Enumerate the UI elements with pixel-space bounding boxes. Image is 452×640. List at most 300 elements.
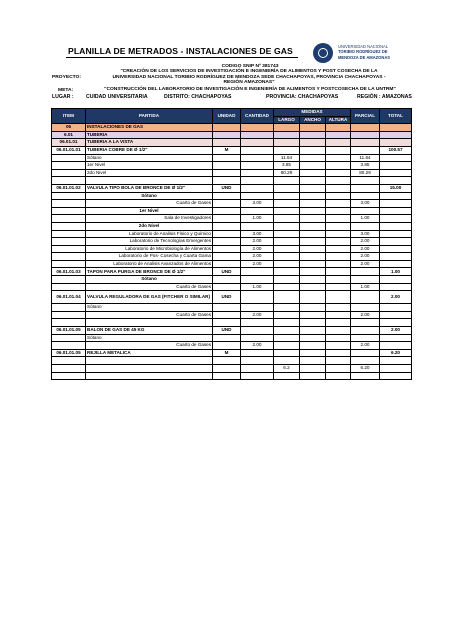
cell-altura: [326, 162, 351, 170]
cell-partida: Sótano: [86, 334, 213, 342]
cell-cantidad: 2.00: [241, 245, 274, 253]
cell-item: 06: [52, 124, 86, 132]
table-row: [52, 162, 412, 170]
cell-largo: 11.64: [274, 154, 300, 162]
cell-unidad: [213, 162, 241, 170]
cell-largo: [274, 230, 300, 238]
cell-item: [52, 283, 86, 291]
cell-unidad: M: [213, 146, 241, 154]
cell-parcial: 3.00: [351, 230, 380, 238]
cell-cantidad: [241, 184, 274, 192]
cell-unidad: M: [213, 349, 241, 357]
cell-item: 06.01.01.01: [52, 146, 86, 154]
cell-item: [52, 276, 86, 284]
table-row: [52, 200, 412, 208]
cell-total: 100.57: [380, 146, 412, 154]
cell-partida: 2do Nivel: [86, 169, 213, 177]
cell-unidad: [213, 207, 241, 215]
cell-largo: [274, 200, 300, 208]
cell-unidad: [213, 260, 241, 268]
cell-ancho: [300, 230, 326, 238]
cell-partida: Sótano: [86, 276, 213, 284]
cell-partida: Laboratorio de Microbiología de Alimentos: [86, 245, 213, 253]
table-row: [52, 169, 412, 177]
cell-ancho: [300, 365, 326, 373]
table-row: [52, 184, 412, 192]
cell-partida: 1er Nivel: [86, 162, 213, 170]
cell-ancho: [300, 372, 326, 380]
cell-partida: TUBERIA: [86, 131, 213, 139]
cell-cantidad: [241, 365, 274, 373]
col-parcial: PARCIAL: [351, 109, 380, 124]
table-row: [52, 215, 412, 223]
cell-ancho: [300, 238, 326, 246]
cell-item: [52, 334, 86, 342]
cell-largo: [274, 342, 300, 350]
cell-unidad: [213, 177, 241, 185]
cell-partida: BALON DE GAS DE 45 KG: [86, 327, 213, 335]
cell-parcial: 3.85: [351, 162, 380, 170]
cell-partida: TAPON PARA PURGA DE BRONCE DE Ø 1/2": [86, 268, 213, 276]
logo-line-2: TORIBIO RODRÍGUEZ DE: [338, 49, 388, 55]
cell-altura: [326, 207, 351, 215]
cell-cantidad: [241, 124, 274, 132]
col-total: TOTAL: [380, 109, 412, 124]
cell-parcial: [351, 372, 380, 380]
logo-text: [338, 44, 390, 60]
cell-cantidad: [241, 131, 274, 139]
cell-ancho: [300, 200, 326, 208]
cell-cantidad: [241, 177, 274, 185]
cell-item: [52, 253, 86, 261]
cell-cantidad: [241, 169, 274, 177]
cell-unidad: [213, 304, 241, 312]
cell-ancho: [300, 268, 326, 276]
cell-cantidad: [241, 349, 274, 357]
cell-altura: [326, 319, 351, 327]
cell-largo: 80.29: [274, 169, 300, 177]
cell-altura: [326, 357, 351, 365]
distrito-value: DISTRITO: CHACHAPOYAS: [164, 94, 232, 100]
cell-cantidad: [241, 357, 274, 365]
cell-parcial: 2.00: [351, 342, 380, 350]
cell-cantidad: 2.00: [241, 238, 274, 246]
cell-ancho: [300, 162, 326, 170]
cell-cantidad: [241, 268, 274, 276]
cell-item: [52, 311, 86, 319]
cell-largo: [274, 222, 300, 230]
cell-largo: [274, 311, 300, 319]
university-logo: [313, 43, 423, 63]
cell-total: 15.00: [380, 184, 412, 192]
cell-parcial: [351, 334, 380, 342]
table-row: [52, 365, 412, 373]
cell-total: 2.00: [380, 291, 412, 304]
cell-ancho: [300, 154, 326, 162]
cell-item: [52, 222, 86, 230]
cell-partida: Sótano: [86, 154, 213, 162]
cell-parcial: [351, 304, 380, 312]
cell-altura: [326, 139, 351, 147]
cell-largo: 6.2: [274, 365, 300, 373]
cell-item: 06.01.01.05: [52, 349, 86, 357]
cell-partida: Sótano: [86, 304, 213, 312]
cell-altura: [326, 154, 351, 162]
cell-unidad: [213, 334, 241, 342]
cell-largo: [274, 268, 300, 276]
cell-unidad: [213, 283, 241, 291]
cell-parcial: 2.00: [351, 238, 380, 246]
cell-cantidad: [241, 207, 274, 215]
cell-ancho: [300, 291, 326, 304]
cell-unidad: [213, 131, 241, 139]
logo-line-3: MENDOZA DE AMAZONAS: [338, 54, 391, 60]
cell-altura: [326, 283, 351, 291]
cell-cantidad: 3.00: [241, 200, 274, 208]
cell-largo: [274, 372, 300, 380]
cell-ancho: [300, 207, 326, 215]
table-row: [52, 357, 412, 365]
cell-largo: [274, 304, 300, 312]
cell-unidad: [213, 200, 241, 208]
table-row: [52, 327, 412, 335]
cell-cantidad: [241, 327, 274, 335]
cell-altura: [326, 342, 351, 350]
cell-largo: [274, 327, 300, 335]
cell-parcial: [351, 276, 380, 284]
cell-partida: TUBERIA A LA VISTA: [86, 139, 213, 147]
cell-partida: Sótano: [86, 192, 213, 200]
cell-item: 06.01.01.04: [52, 291, 86, 304]
cell-unidad: [213, 342, 241, 350]
cell-cantidad: [241, 304, 274, 312]
cell-item: 06.01.01.02: [52, 184, 86, 192]
cell-largo: [274, 177, 300, 185]
cell-unidad: [213, 319, 241, 327]
lugar-value: CUIDAD UNIVERSITARIA: [86, 94, 148, 100]
cell-altura: [326, 200, 351, 208]
cell-unidad: [213, 357, 241, 365]
title-underline: [66, 57, 298, 58]
cell-parcial: [351, 327, 380, 335]
cell-altura: [326, 268, 351, 276]
cell-total: [380, 177, 412, 185]
table-row: [52, 139, 412, 147]
cell-ancho: [300, 260, 326, 268]
cell-cantidad: [241, 334, 274, 342]
cell-altura: [326, 215, 351, 223]
cell-total: [380, 334, 412, 342]
cell-item: 06.01.01.05: [52, 327, 86, 335]
cell-partida: 2do Nivel: [86, 222, 213, 230]
cell-cantidad: 2.00: [241, 260, 274, 268]
cell-parcial: [351, 319, 380, 327]
cell-total: 2.00: [380, 327, 412, 335]
cell-total: [380, 162, 412, 170]
cell-cantidad: [241, 139, 274, 147]
cell-ancho: [300, 177, 326, 185]
cell-ancho: [300, 245, 326, 253]
cell-item: [52, 169, 86, 177]
cell-altura: [326, 311, 351, 319]
col-medidas: MEDIDAS: [274, 109, 351, 117]
cell-altura: [326, 291, 351, 304]
table-row: [52, 260, 412, 268]
cell-item: [52, 342, 86, 350]
cell-altura: [326, 169, 351, 177]
cell-largo: [274, 245, 300, 253]
cell-unidad: [213, 154, 241, 162]
cell-parcial: 6.20: [351, 365, 380, 373]
cell-parcial: 2.00: [351, 260, 380, 268]
cell-ancho: [300, 276, 326, 284]
cell-cantidad: 2.00: [241, 253, 274, 261]
cell-item: 06.01.01: [52, 139, 86, 147]
cell-total: [380, 253, 412, 261]
cell-total: [380, 139, 412, 147]
col-item: ITEM: [52, 109, 86, 124]
cell-ancho: [300, 349, 326, 357]
cell-item: [52, 200, 86, 208]
table-row: [52, 372, 412, 380]
cell-parcial: [351, 177, 380, 185]
cell-total: [380, 192, 412, 200]
cell-total: [380, 154, 412, 162]
cell-partida: 1er Nivel: [86, 207, 213, 215]
meta-text: "CONSTRUCCIÓN DEL LABORATORIO DE INVESTIGACIÓN E INGENIERÍA DE ALIMENTOS Y POSTCOSECHA DE LA UNTRM": [104, 87, 396, 92]
cell-total: [380, 131, 412, 139]
cell-largo: [274, 207, 300, 215]
cell-largo: [274, 283, 300, 291]
cell-parcial: [351, 291, 380, 304]
table-row: [52, 177, 412, 185]
cell-unidad: [213, 365, 241, 373]
cell-partida: Laboratorio de Analisis Avanzados de Alimentos: [86, 260, 213, 268]
cell-parcial: 2.00: [351, 245, 380, 253]
cell-partida: Laboratorio de Analisis Físico y Químico: [86, 230, 213, 238]
cell-parcial: 2.00: [351, 311, 380, 319]
cell-altura: [326, 260, 351, 268]
cell-partida: REJILLA METALICA: [86, 349, 213, 357]
cell-partida: VALVULA REGULADORA DE GAS (FITCHER O SIMILAR): [86, 291, 213, 304]
cell-cantidad: [241, 276, 274, 284]
cell-largo: [274, 124, 300, 132]
cell-parcial: 2.00: [351, 253, 380, 261]
metrados-table: [51, 108, 412, 380]
cell-unidad: [213, 372, 241, 380]
col-ancho: ANCHO: [300, 116, 326, 124]
table-row: [52, 311, 412, 319]
cell-parcial: [351, 139, 380, 147]
table-row: [52, 334, 412, 342]
cell-total: [380, 283, 412, 291]
cell-total: 6.20: [380, 349, 412, 357]
table-row: [52, 131, 412, 139]
table-row: [52, 268, 412, 276]
cell-largo: [274, 192, 300, 200]
cell-item: [52, 319, 86, 327]
cell-altura: [326, 276, 351, 284]
cell-item: [52, 177, 86, 185]
cell-largo: [274, 146, 300, 154]
cell-largo: [274, 215, 300, 223]
proyecto-text: [84, 69, 414, 86]
cell-altura: [326, 238, 351, 246]
cell-unidad: UND: [213, 291, 241, 304]
cell-cantidad: [241, 154, 274, 162]
cell-partida: Sala de Investigadores: [86, 215, 213, 223]
proyecto-line-2: UNIVERSIDAD NACIONAL TORIBIO RODRÍGUEZ DE MENDOZA SEDE CHACHAPOYAS, PROVINCIA CHACHAPOYAS -: [112, 74, 386, 80]
cell-ancho: [300, 131, 326, 139]
cell-cantidad: [241, 319, 274, 327]
col-partida: PARTIDA: [86, 109, 213, 124]
cell-partida: Cuarto de Gases: [86, 311, 213, 319]
cell-ancho: [300, 283, 326, 291]
cell-altura: [326, 222, 351, 230]
cell-parcial: 1.00: [351, 283, 380, 291]
cell-parcial: [351, 146, 380, 154]
cell-partida: [86, 372, 213, 380]
cell-total: [380, 222, 412, 230]
cell-total: [380, 200, 412, 208]
cell-cantidad: [241, 192, 274, 200]
cell-item: [52, 238, 86, 246]
cell-unidad: [213, 230, 241, 238]
table-row: [52, 238, 412, 246]
cell-parcial: [351, 184, 380, 192]
table-row: [52, 342, 412, 350]
table-row: [52, 245, 412, 253]
cell-altura: [326, 146, 351, 154]
proyecto-label: PROYECTO:: [52, 75, 81, 80]
cell-total: [380, 245, 412, 253]
col-altura: ALTURA: [326, 116, 351, 124]
cell-largo: [274, 276, 300, 284]
cell-partida: [86, 319, 213, 327]
cell-ancho: [300, 192, 326, 200]
cell-ancho: [300, 146, 326, 154]
cell-item: 06.01.01.03: [52, 268, 86, 276]
cell-partida: VALVULA TIPO BOLA DE BRONCE DE Ø 1/2": [86, 184, 213, 192]
cell-unidad: [213, 311, 241, 319]
cell-altura: [326, 304, 351, 312]
proyecto-line-1: "CREACIÓN DE LOS SERVICIOS DE INVESTIGACIÓN E INGENIERÍA DE ALIMENTOS Y POST COSECHA DE LA: [120, 69, 378, 74]
cell-largo: [274, 349, 300, 357]
cell-partida: Cuarto de Gases: [86, 283, 213, 291]
cell-largo: [274, 184, 300, 192]
table-row: [52, 283, 412, 291]
cell-altura: [326, 192, 351, 200]
cell-parcial: [351, 192, 380, 200]
cell-unidad: [213, 139, 241, 147]
page-title: PLANILLA DE METRADOS - INSTALACIONES DE GAS: [68, 46, 293, 56]
cell-unidad: [213, 238, 241, 246]
cell-altura: [326, 184, 351, 192]
table-row: [52, 319, 412, 327]
cell-parcial: [351, 357, 380, 365]
cell-cantidad: [241, 162, 274, 170]
table-row: [52, 146, 412, 154]
cell-largo: [274, 139, 300, 147]
meta-label: META:: [58, 88, 74, 93]
cell-total: [380, 372, 412, 380]
cell-total: [380, 304, 412, 312]
cell-altura: [326, 131, 351, 139]
cell-altura: [326, 349, 351, 357]
cell-cantidad: 2.00: [241, 311, 274, 319]
cell-cantidad: [241, 291, 274, 304]
cell-partida: Cuarto de Gases: [86, 342, 213, 350]
cell-unidad: UND: [213, 184, 241, 192]
cell-altura: [326, 124, 351, 132]
cell-ancho: [300, 169, 326, 177]
cell-partida: Cuarto de Gases: [86, 200, 213, 208]
cell-item: [52, 304, 86, 312]
cell-partida: TUBERIA COBRE DE Ø 1/2": [86, 146, 213, 154]
cell-ancho: [300, 139, 326, 147]
cell-total: [380, 215, 412, 223]
table-row: [52, 276, 412, 284]
cell-total: [380, 260, 412, 268]
cell-ancho: [300, 184, 326, 192]
cell-cantidad: 2.00: [241, 342, 274, 350]
table-row: [52, 124, 412, 132]
cell-partida: Laboratorio de Pos- Cosecha y Cuarta Gama: [86, 253, 213, 261]
cell-unidad: [213, 276, 241, 284]
cell-item: [52, 260, 86, 268]
cell-ancho: [300, 222, 326, 230]
col-unidad: UNIDAD: [213, 109, 241, 124]
cell-parcial: 3.00: [351, 200, 380, 208]
cell-ancho: [300, 357, 326, 365]
cell-total: [380, 276, 412, 284]
table-row: [52, 253, 412, 261]
cell-ancho: [300, 342, 326, 350]
cell-ancho: [300, 253, 326, 261]
table-row: [52, 230, 412, 238]
cell-item: [52, 245, 86, 253]
cell-partida: INSTALACIONES DE GAS: [86, 124, 213, 132]
cell-total: [380, 230, 412, 238]
cell-ancho: [300, 334, 326, 342]
cell-parcial: [351, 124, 380, 132]
cell-item: [52, 154, 86, 162]
cell-unidad: UND: [213, 327, 241, 335]
cell-item: [52, 162, 86, 170]
cell-unidad: [213, 222, 241, 230]
cell-total: [380, 311, 412, 319]
cell-ancho: [300, 327, 326, 335]
table-row: [52, 207, 412, 215]
lugar-label: LUGAR :: [52, 94, 74, 100]
cell-total: [380, 357, 412, 365]
cell-total: [380, 207, 412, 215]
table-body: [52, 124, 412, 380]
cell-altura: [326, 334, 351, 342]
cell-parcial: [351, 222, 380, 230]
cell-parcial: 1.00: [351, 215, 380, 223]
cell-largo: [274, 357, 300, 365]
cell-altura: [326, 253, 351, 261]
table-row: [52, 154, 412, 162]
cell-item: 6.01: [52, 131, 86, 139]
cell-partida: [86, 357, 213, 365]
cell-unidad: UND: [213, 268, 241, 276]
cell-item: [52, 357, 86, 365]
cell-parcial: [351, 207, 380, 215]
cell-item: [52, 372, 86, 380]
cell-parcial: [351, 131, 380, 139]
